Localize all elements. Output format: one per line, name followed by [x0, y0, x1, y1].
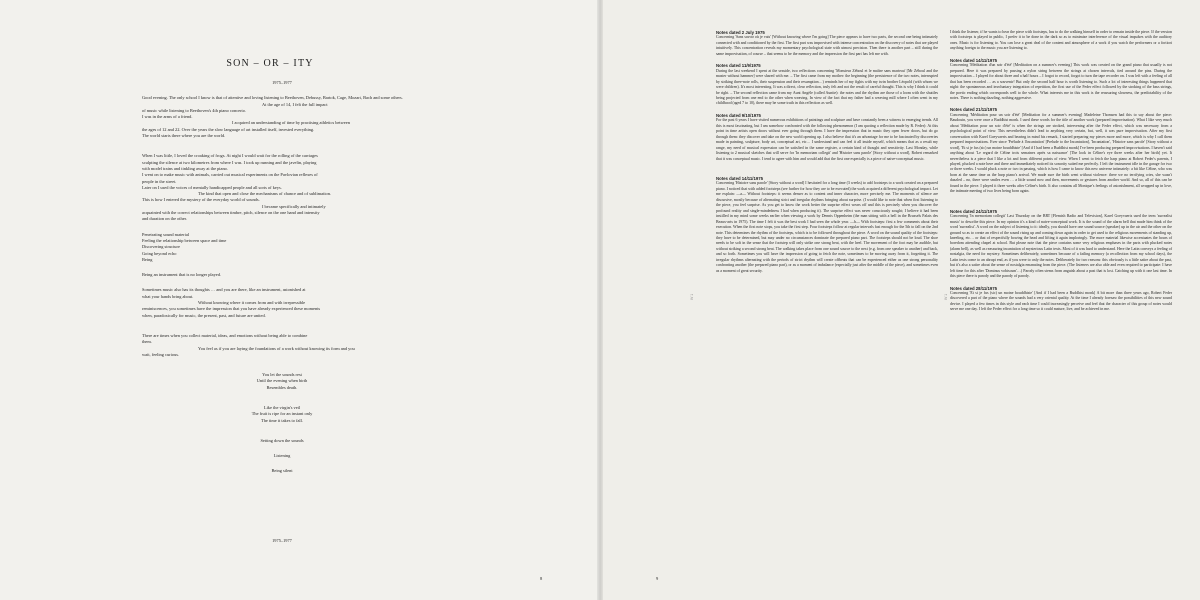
- text-line: Being an instrument that is no longer played.: [142, 272, 222, 278]
- note-body: Concerning 'Méditation pour un soir d'été' [Meditation for a summer's evening] Madeleine Thomsen had this to say about the piece: Baudouin, you were once a Buddhist monk. I used these words for the title of another work (prepared improvisation). What I like very much about 'Méditation pour un soir d'été' is when the strings are stroked, intervening after the Feder effect, which was necessary from a psychological point of view. This nevertheless didn't lead to anything very certain, but, well, it was pure improvisation. After my first conversation with Karel Goeyvaerts and bearing in mind his remark, I started preparing my pieces more and more, which is why I call them prepared improvisations. Ever since 'Prélude à l'incantation' [Prelude to the Incantation], 'Incantation', 'Histoire sans parole' [Story without a word], 'Et si je fus (sic) un moine bouddhiste' [And if I had been a Buddhist monk] I've been producing prepared improvisations. I haven't said anything about 'Le regard de Céline trois semaines après sa naissance' [The look in Céline's eye three weeks after her birth] yet. It nevertheless is a piece that I like a lot and from different points of view. When I went to fetch the harp piano at Robert Feder's parents, I played, plucked a note here and there and immediately noticed its sonority suited me perfectly. I left the instrument idle in the garage for two or three weeks. I would pluck a note or two in passing, which is how I came to know this new universe intimately: a bit like Céline, who was born at the same time as the harp piano's arrival. We made sure the birth went without violence: there we no terrifying cries, she wasn't dazzled – no, there were smiles even … a little sound now and then, movements or gestures from another world. And so, all of this can be found in the piece. I played it three weeks after Céline's birth. It also contains all Monique's feelings of astonishment, all wrapped up in love, the intimate meeting of two lives being born again.: [950, 112, 1172, 194]
- dates-top: 1975–1977: [272, 80, 292, 85]
- note-heading: Notes dated 14/11/1975: [716, 175, 764, 181]
- text-line: wait, feeling curious.: [142, 351, 180, 357]
- text-line: reminiscences, you sometimes have the impression that you have already experienced these moments: [142, 306, 321, 312]
- text-line: Being: [142, 256, 153, 262]
- poem-line: Being silent: [271, 468, 293, 474]
- text-line: and duration on the other.: [142, 216, 187, 222]
- page-number: 8: [540, 576, 543, 581]
- text-line: When I was little, I loved the croaking of frogs. At night I would wait for the rolling of the carriages: [142, 153, 318, 159]
- text-line: Feeling the relationship between space and time: [142, 237, 227, 243]
- text-line: I was in the arms of a friend.: [142, 114, 193, 120]
- text-line: You feel as if you are laying the foundations of a work without knowing its form and you: [198, 345, 355, 351]
- poem-line: The fruit is ripe for an instant only: [251, 411, 313, 417]
- book-gutter: [597, 0, 603, 600]
- left-text-column: [142, 80, 422, 543]
- text-line: acquainted with the correct relationships between timbre, pitch, silence on the one hand and intensity: [142, 210, 320, 216]
- text-line: sculpting the silence at two kilometres from where I was. I took up running and the javelin, playing: [142, 159, 317, 165]
- page-number: 9: [656, 576, 659, 581]
- poem-line: Resembles death.: [266, 384, 298, 390]
- note-body: Concerning 'Méditation d'un soir d'été' [Meditation on a summer's evening] This work was created on the grand piano that usually is not prepared. Here it was prepared by passing a nylon string between the strings at chosen intervals, tied around the pins. During the improvisation – I played for about three and a half hours – I forgot to record, forgot to turn the tape recorder on. I was left with a feeling of all that has been recorded … as a souvenir! But only the second half hour is worth listening to. Such a lot of interesting things happened that night: the spontaneous and involuntary integration of repetition, the first use of the Feder effect followed by the stroking of the bass strings, the poetic ending which corresponds well to the whole. What interests me in this work is the reassuring slowness, the predictability of the notes. There is nothing dazzling, nothing aggressive.: [950, 63, 1172, 100]
- poem-line: The time it takes to fall.: [261, 417, 303, 423]
- dates-bottom: 1975–1977: [272, 538, 292, 543]
- text-line: of music while listening to Beethoven's 4th piano concerto.: [142, 107, 247, 113]
- note-heading: Notes dated 11/9/1975: [716, 63, 761, 69]
- text-line: The world starts there where you are the world.: [142, 133, 226, 139]
- text-line: I went on to make music with animals, carried out musical experiments on the Pavlovian reflexes of: [142, 172, 318, 178]
- page-title: SON – OR – ITY: [226, 58, 314, 69]
- text-line: them.: [142, 339, 152, 345]
- text-line: Going beyond echo: [142, 250, 177, 256]
- note-body: During the last weekend I spent at the seaside, two reflections concerning 'Monsieur Zéboul et le maître sans marteau' [Mr Zéboul and the master without hammer] were shared with me. – The first came from my mother: the beginning (the persistence of the two notes, interrupted by striking three-note rolls, their suspension and their resumption…) reminds her of my fights with my twin brother Léopold (with whom we were children). It's most interesting. It was a direct, clear reflection, truly felt and not the result of careful thought. This is why I think it could be right. – The second reflection came from my Aunt Angèle (called Auntie): the notes and the rhythm are those of a loom with the shuttles being projected from one end to the other when weaving. In view of the fact that my father had a weaving mill where I often went in my childhood (aged 7 to 10), there may be some truth in this reflection as well.: [716, 68, 938, 106]
- text-line: This is how I entered the mystery of the everyday world of sounds.: [142, 197, 260, 203]
- text-line: I became specifically and intimately: [262, 203, 326, 209]
- note-body: Concerning 'Sans savoir où je vais' [Without knowing where I'm going] The piece appears to have two parts, the second one being intimately connected with and conditioned by the first. The first part was improvised with intense concentration on the discovery of notes that are played intuitively. This concentration reveals my momentary psychological state with utmost precision. Then there is another part – still during the same improvisation, of course – that seems to be the memory and the impression the first part has left me with.: [716, 35, 938, 56]
- text-line: The kind that open and close the mechanisms of chance and of sublimation.: [198, 191, 332, 197]
- text-line: with model trains and tinkling away at the piano.: [142, 165, 228, 171]
- poem-stanza-3: [142, 438, 422, 475]
- note-heading: Notes dated 21/11/1975: [950, 107, 998, 113]
- text-line: Penetrating sound material: [142, 231, 190, 237]
- poem-line: Like the virgin's veil: [263, 404, 301, 410]
- poem-line: Listening: [273, 453, 291, 459]
- poem-stanza-1: [142, 372, 422, 391]
- text-line: Sometimes music also has its thoughts … and you are there, like an instrument, astonished at: [142, 287, 306, 293]
- note-heading: Notes dated 2 July 1975: [716, 30, 765, 35]
- text-line: what your hands bring about.: [142, 293, 194, 299]
- note-body: Concerning 'Et si je fus (sic) un moine bouddhiste' [And if I had been a Buddhist monk] A bit more than three years ago, Robert Feder discovered a part of the piano where the sounds had a very oriental quality. At the time I already foresaw the possibilities of this new sound device. I played a few times in this style and each time I could increasingly perceive and feel that the character of this group of notes would serve me one day. I left the Feder effect for a long time so it could mature, live, and be achieved in me.: [950, 291, 1172, 312]
- note-heading: Notes dated 24/11/1975: [950, 208, 998, 214]
- poem-line: Setting down the sounds: [260, 437, 304, 443]
- note-heading: Notes dated 28/11/1975: [950, 285, 998, 291]
- text-line: people in the street.: [142, 178, 177, 184]
- note-heading: Notes dated 14/11/1975: [950, 57, 998, 63]
- text-line: when, paradoxically for music, the present, past, and future are united.: [142, 312, 266, 318]
- side-mark: IV 1: [944, 293, 948, 300]
- text-line: There are times when you collect material, ideas, and emotions without being able to combine: [142, 332, 308, 338]
- note-heading: Notes dated 9/10/1975: [716, 112, 761, 118]
- text-line: Discovering structure: [142, 244, 180, 250]
- notes-column-right: [950, 30, 1172, 313]
- text-line: Good evening. The only school I know is that of attentive and loving listening to Beethoven, Debussy, Bartok, Cage, Mozart, Bach and some others.: [142, 95, 403, 101]
- note-body: For the past 6 years I have visited numerous exhibitions of paintings and sculpture and have constantly been a witness to emerging trends. All this is most fascinating, but I am somehow confronted with the following phenomenon (I am quoting a reflection made by R. Feder): At this point in time artists open doors without ever going through them. I have the impression that in music they open fewer doors, but do go through them: they discover and take on the new world opening up. I also believe that it's an advantage for me to be fascinated by discoveries made in painting, sculpture, body art, conceptual art, etc… I understand and can feel it all inside myself, which means that as a result my range, my need of musical expression can be satisfied in the same register, a certain kind of thought and sensitivity. Last Monday, while listening to 2 musical sketches that will serve for 'In memoriam collegii' and 'Histoire sans parole' [Story without a word], Robert remarked that it was conceptual music. I tend to agree with him and would add that the first one especially is a piece of naive-conceptual music.: [716, 118, 938, 161]
- poem-line: Until the evening when birth: [256, 378, 308, 384]
- right-page: [600, 0, 1200, 600]
- note-body: Concerning 'Histoire sans parole' [Story without a word] I hesitated for a long time (3 weeks) to add footsteps to a work created on a prepared piano. I noticed that with added footsteps (see further for how they are to be executed) the work acquired a different psychological impact. Let me explain: —a— Without footsteps: it seems denser as to content and inner character, more precisely me. The moments of silence are discursive, mostly because of alternating strict and irregular rhythms bringing about surprise. (I would like to note that when first listening to the piece, you feel surprise. As you get to know the work better the surprise effect wears off and this is precisely when you discover the profound reality and single-mindedness I had when producing it). The surprise effect was never consciously sought; I believe it had been instilled in my mind some weeks earlier when viewing a work by Dennis Oppenheim (the man sitting with a bell in the Brussels Palais des Beaux-arts in 1975). The time I felt it was the best work I had seen the whole year. —b— With footsteps: first a few comments about their execution. When the first note stops, you take the first step. Four footsteps follow at regular intervals fast enough for the 5th to fall on the 2nd note. This determines the rhythm of the footsteps, which is to be followed throughout the piece. A word on the sound quality of the footsteps: they have to be determined, but may under no circumstances dominate the prepared piano part. The footsteps should not be loud. The shoe needs to be soft in the sense that the footstep will only strike one strong beat, with the heel. The movement of the foot may be audible, but without striking a second strong beat. The walking takes place from one sound source to the next (e.g. from one speaker to another) and back, and so forth. Sometimes you will have the impression of going to fetch the note, sometimes to be moving away from it, forgetting it. The irregular rhythms alternating with the periods of strict rhythm will create offbeats that can be experienced either as one strong personality confronting another (the prepared piano part), or as a moment of imbalance (especially just after the middle of the piece), and sometimes even as a moment of great security.: [716, 181, 938, 273]
- text-line: I acquired an understanding of time by practising athletics between: [232, 120, 350, 126]
- text-line: Without knowing where it comes from and with irrepressible: [198, 300, 306, 306]
- side-mark: IV 1: [690, 293, 694, 300]
- note-body: I think the listener, if he wants to hear the piece with footsteps, has to do the walking himself in order to remain inside the piece. If the version with footsteps is played in public, I prefer it to be done in the dark so as to minimize interference of the visual impulses with the auditory ones. Music is for listening to. You can lose a great deal of the content and atmosphere of a work if you watch the performers or a fortiori anything foreign to the music you are listening to.: [950, 30, 1172, 51]
- poem-line: You let the sounds rest: [262, 372, 302, 378]
- note-body: Concerning 'In memoriam collegii' Last Thursday on the BRT [Flemish Radio and Television], Karel Goeyvaerts used the term 'surrealist music' to describe this piece. In my opinion it's a kind of naive-conceptual work. It is the sound of the alarm bell that made him think of the word 'surrealist'. A word on the subject of listening to it: ideally, you should have one sound source (speaker) up in the air and the other on the ground so as to create an effect of the sound rising up and coming down again in order to get used to the religious movements of standing up, kneeling, etc… or that of respectfully bowing the head and lifting it again imploringly. The more material likewise accentuates the hours of boredom attending chapel at school. But please note that the piece contains some very religious emphases in the parts with plucked notes (alarm bell), as well as reassuring incantation of mysterious Latin texts. Most of it was hard to understand. Here the Latin conveys a feeling of nostalgia, the need for mystery. Sometimes deliberately, sometimes because of a failing memory (a recollection from my school days), the Latin texts come to an abrupt end, as if you were to only the notes. Deliberately for two reasons: this obviously is a little satire about the past, but it's also a satire about the sense of nostalgia emanating from the piece. (The listeners are also able and even required to participate: I have left time for this after 'Dominus vobiscum'…) Parody often stems from anguish about a past that is lost. Catching up with it one last time. In this piece there is parody and the parody of parody.: [950, 214, 1172, 279]
- text-line: Later on I used the voices of mentally handicapped people and all sorts of keys.: [142, 184, 282, 190]
- notes-column-left: [716, 30, 938, 274]
- text-line: the ages of 12 and 22. Over the years the slow language of art installed itself, invested everything.: [142, 126, 315, 132]
- poem-stanza-2: [142, 405, 422, 424]
- text-line: At the age of 14, I felt the full impact: [262, 101, 328, 107]
